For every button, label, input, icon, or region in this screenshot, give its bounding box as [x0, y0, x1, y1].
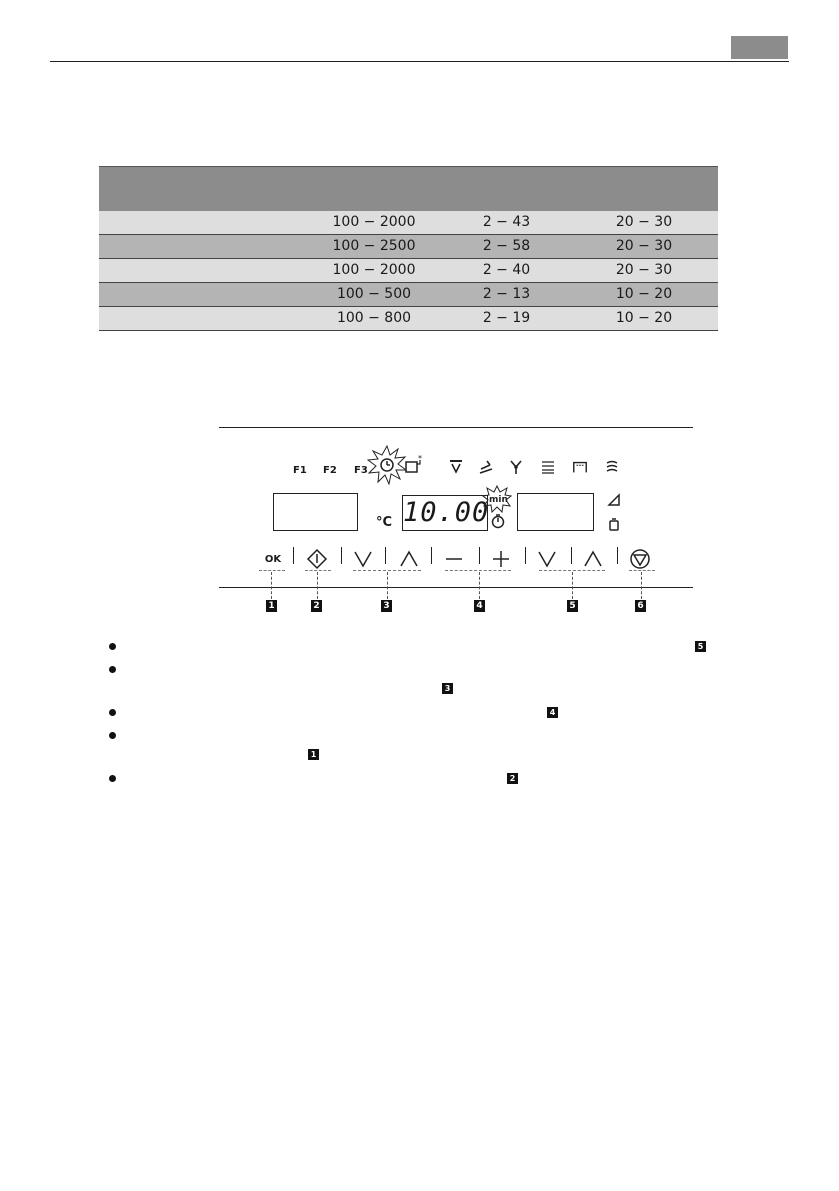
defrost-icon [404, 454, 426, 474]
table-cell: 100 − 2000 [332, 214, 416, 230]
table-header [99, 166, 718, 211]
duration-icon [607, 517, 621, 531]
group-marker [445, 570, 511, 572]
left-display [273, 493, 358, 531]
bullet [109, 775, 116, 782]
table-cell: 2 − 19 [482, 310, 531, 326]
callout-leader [641, 572, 642, 599]
separator [617, 547, 618, 564]
inline-marker-4: 4 [547, 707, 558, 718]
callout-6: 6 [635, 600, 646, 612]
table-row [99, 283, 718, 307]
flashing-clock-icon [367, 445, 407, 485]
table-cell: 2 − 13 [482, 286, 531, 302]
start-icon [306, 548, 328, 570]
callout-leader [387, 572, 388, 599]
function-f2-label: F2 [323, 465, 337, 476]
time-down-button[interactable] [531, 547, 563, 571]
keep-warm-icon [604, 459, 620, 475]
chevron-down-icon [352, 549, 374, 569]
time-up-button[interactable] [577, 547, 609, 571]
inline-marker-1: 1 [308, 749, 319, 760]
plus-icon [490, 549, 512, 569]
timer-icon [490, 513, 506, 529]
minus-button[interactable] [438, 547, 470, 571]
separator [431, 547, 432, 564]
table-cell: 100 − 2000 [332, 262, 416, 278]
separator [341, 547, 342, 564]
min-label: min [489, 495, 508, 505]
group-marker [305, 570, 331, 572]
pizza-icon [478, 459, 494, 475]
table-cell: 100 − 2500 [332, 238, 416, 254]
table-cell: 100 − 500 [336, 286, 412, 302]
table-cell: 20 − 30 [615, 214, 673, 230]
function-up-button[interactable] [393, 547, 425, 571]
right-display [517, 493, 594, 531]
temperature-unit: °C [376, 515, 393, 530]
callout-1: 1 [266, 600, 277, 612]
separator [571, 547, 572, 564]
table-row [99, 307, 718, 331]
bullet [109, 732, 116, 739]
callout-leader [479, 572, 480, 599]
callout-2: 2 [311, 600, 322, 612]
function-f3-label: F3 [354, 465, 368, 476]
stop-icon [629, 548, 651, 570]
callout-4: 4 [474, 600, 485, 612]
minus-icon [443, 549, 465, 569]
svg-text:*: * [418, 454, 422, 463]
data-table [99, 166, 718, 331]
callout-3: 3 [381, 600, 392, 612]
table-cell: 2 − 40 [482, 262, 531, 278]
fan-icon [508, 459, 524, 475]
top-heat-icon [572, 459, 588, 475]
bullet [109, 666, 116, 673]
panel-bottom-rule [219, 587, 693, 588]
table-cell: 20 − 30 [615, 262, 673, 278]
panel-top-rule [219, 427, 693, 428]
table-row [99, 235, 718, 259]
separator [385, 547, 386, 564]
plus-button[interactable] [485, 547, 517, 571]
ok-button[interactable]: OK [264, 553, 282, 565]
separator [479, 547, 480, 564]
chevron-up-icon [398, 549, 420, 569]
table-cell: 2 − 43 [482, 214, 531, 230]
header-rule [50, 61, 789, 62]
table-cell: 20 − 30 [615, 238, 673, 254]
header-tab [731, 36, 788, 59]
callout-leader [317, 572, 318, 599]
time-display: 10.00 [402, 495, 488, 531]
bottom-heat-icon [540, 459, 556, 475]
start-button[interactable] [301, 547, 333, 571]
inline-marker-5: 5 [695, 641, 706, 652]
bullet [109, 709, 116, 716]
separator [293, 547, 294, 564]
group-marker [259, 570, 285, 572]
callout-5: 5 [567, 600, 578, 612]
table-cell: 10 − 20 [615, 286, 673, 302]
callout-leader [572, 572, 573, 599]
table-cell: 100 − 800 [336, 310, 412, 326]
table-cell: 10 − 20 [615, 310, 673, 326]
table-cell: 2 − 58 [482, 238, 531, 254]
function-f1-label: F1 [293, 465, 307, 476]
bullet [109, 643, 116, 650]
group-marker [629, 570, 655, 572]
stop-button[interactable] [624, 547, 656, 571]
table-row [99, 259, 718, 283]
grill-fan-icon [448, 459, 464, 475]
chevron-down-icon [536, 549, 558, 569]
chevron-up-icon [582, 549, 604, 569]
callout-leader [271, 572, 272, 599]
flashing-min-icon [482, 485, 512, 513]
end-time-icon [607, 493, 621, 507]
function-down-button[interactable] [347, 547, 379, 571]
inline-marker-3: 3 [442, 683, 453, 694]
separator [525, 547, 526, 564]
control-panel-diagram [219, 427, 693, 611]
inline-marker-2: 2 [507, 773, 518, 784]
table-row [99, 211, 718, 235]
